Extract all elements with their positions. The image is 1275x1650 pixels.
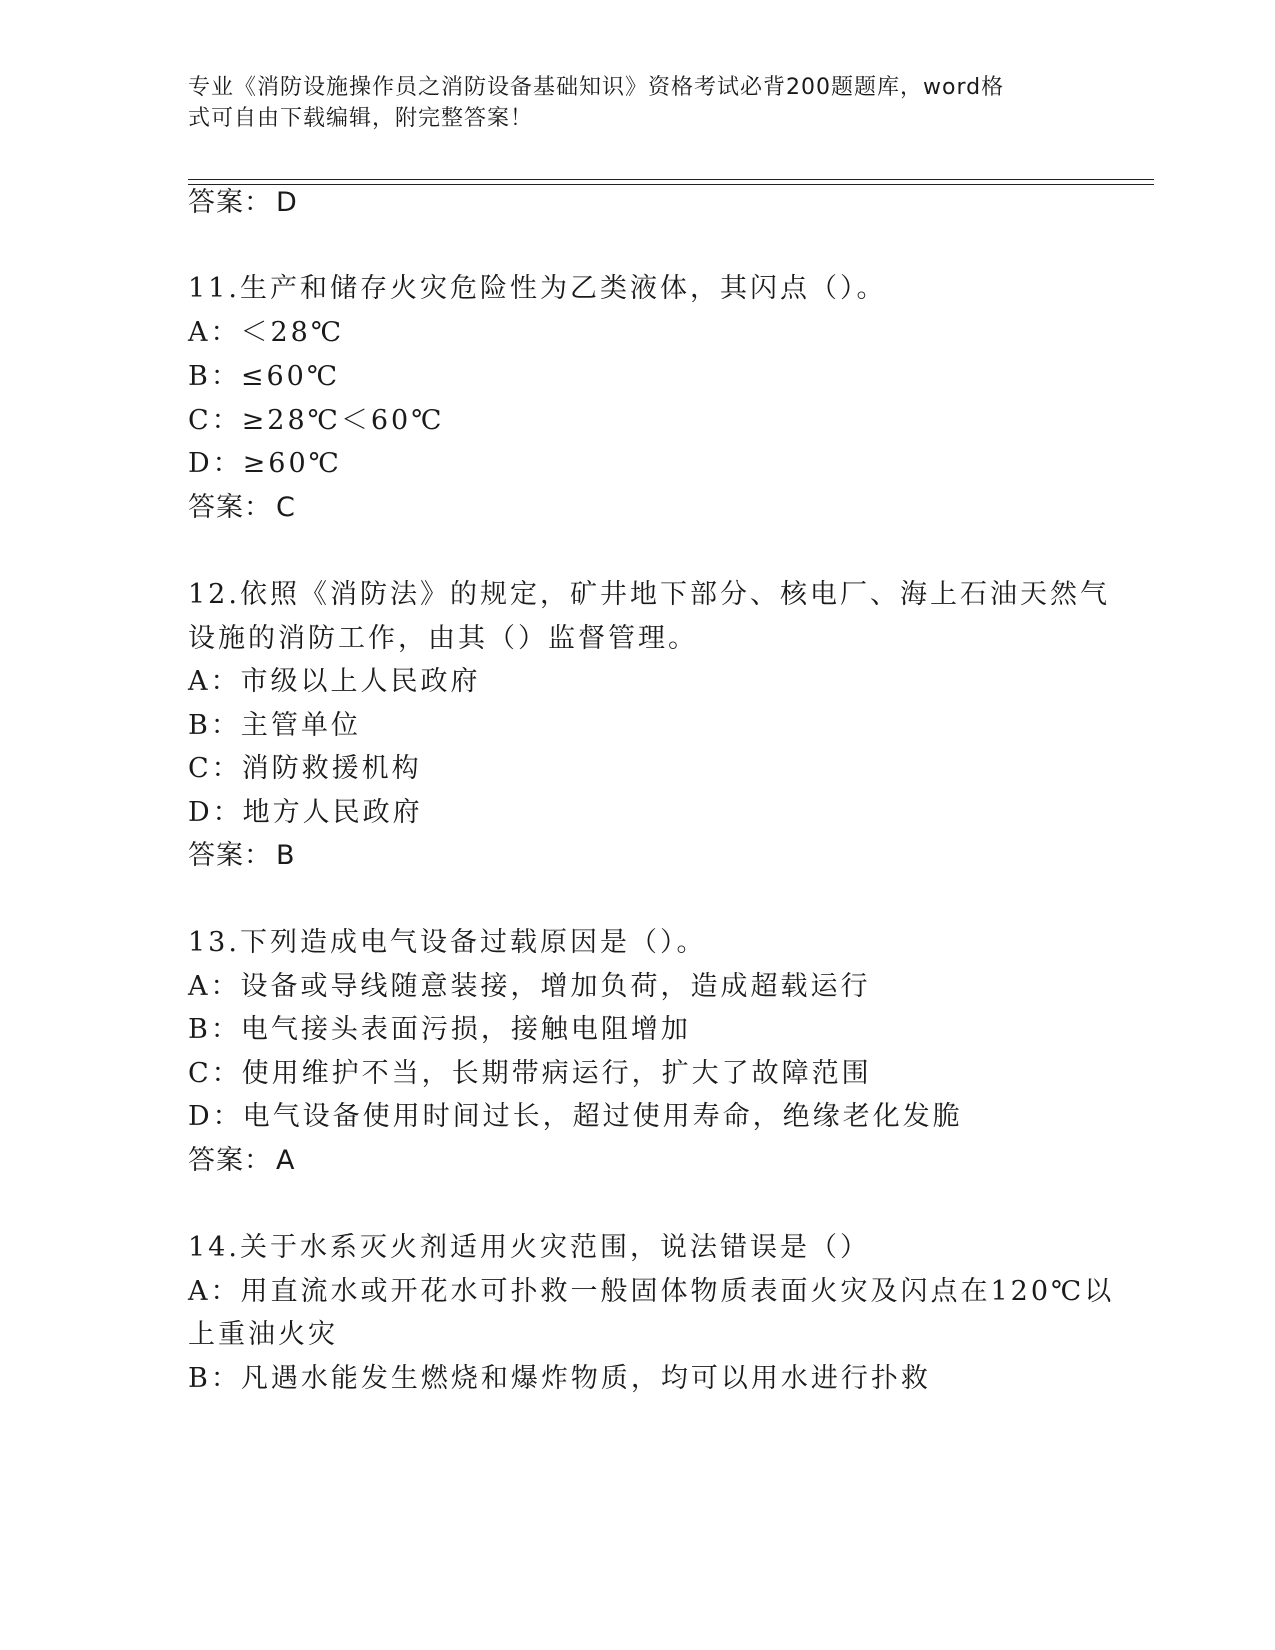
answer-label: 答案： — [188, 187, 272, 218]
document-header — [188, 72, 1068, 134]
answer-value: B — [276, 840, 296, 871]
header-line-2: 式可自由下载编辑，附完整答案！ — [188, 106, 534, 131]
question-14-option-a-line-1: A：用直流水或开花水可扑救一般固体物质表面火灾及闪点在120℃以 — [188, 1276, 1115, 1307]
question-14-stem: 14.关于水系灭火剂适用火灾范围，说法错误是（） — [188, 1232, 870, 1263]
question-11-stem: 11.生产和储存火灾危险性为乙类液体，其闪点（）。 — [188, 273, 887, 304]
question-12-option-a: A：市级以上人民政府 — [188, 666, 481, 697]
answer-label: 答案： — [188, 1145, 272, 1176]
answer-q10 — [188, 186, 298, 220]
question-11-option-c: C：≥28℃＜60℃ — [188, 405, 445, 436]
question-12-option-b: B：主管单位 — [188, 710, 361, 741]
question-14-option-b: B：凡遇水能发生燃烧和爆炸物质，均可以用水进行扑救 — [188, 1363, 931, 1394]
answer-value: D — [276, 187, 298, 218]
question-12-option-d: D：地方人民政府 — [188, 797, 423, 828]
question-12-option-c: C：消防救援机构 — [188, 753, 422, 784]
question-11-option-d: D：≥60℃ — [188, 448, 342, 479]
answer-value: C — [276, 492, 296, 523]
answer-q12 — [188, 839, 296, 873]
answer-q13 — [188, 1144, 295, 1178]
question-13-option-c: C：使用维护不当，长期带病运行，扩大了故障范围 — [188, 1058, 872, 1089]
answer-label: 答案： — [188, 840, 272, 871]
question-13-option-a: A：设备或导线随意装接，增加负荷，造成超载运行 — [188, 971, 871, 1002]
question-13-option-d: D：电气设备使用时间过长，超过使用寿命，绝缘老化发脆 — [188, 1101, 963, 1132]
header-line-1: 专业《消防设施操作员之消防设备基础知识》资格考试必背200题题库，word格 — [188, 75, 1005, 100]
question-13-option-b: B：电气接头表面污损，接触电阻增加 — [188, 1014, 691, 1045]
header-divider-top — [188, 179, 1154, 180]
question-13-stem: 13.下列造成电气设备过载原因是（）。 — [188, 927, 707, 958]
question-14-option-a-line-2: 上重油火灾 — [188, 1319, 338, 1350]
answer-value: A — [276, 1145, 296, 1176]
question-11-option-a: A：＜28℃ — [188, 317, 345, 348]
question-12-stem-line-1: 12.依照《消防法》的规定，矿井地下部分、核电厂、海上石油天然气 — [188, 579, 1110, 610]
header-divider-bottom — [188, 184, 1154, 185]
answer-q11 — [188, 491, 296, 525]
question-11-option-b: B：≤60℃ — [188, 361, 341, 392]
answer-label: 答案： — [188, 492, 272, 523]
question-12-stem-line-2: 设施的消防工作，由其（）监督管理。 — [188, 623, 698, 654]
